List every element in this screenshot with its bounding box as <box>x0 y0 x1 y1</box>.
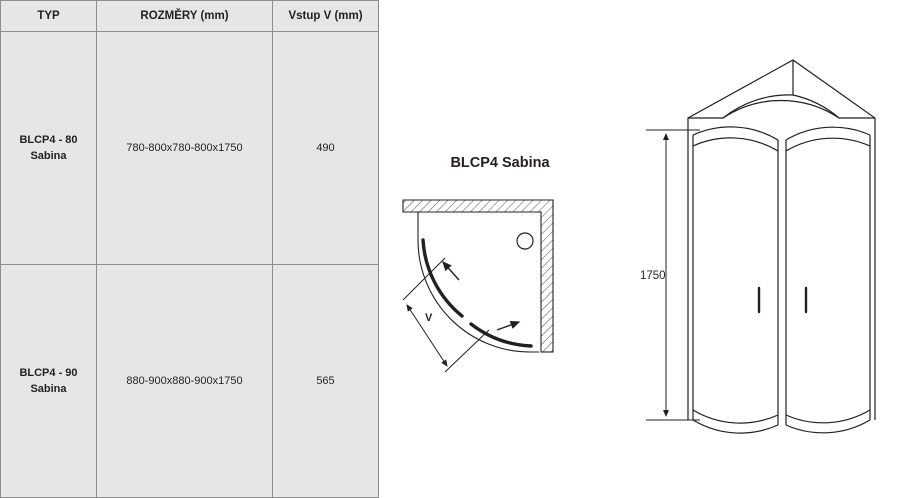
plan-view-title: BLCP4 Sabina <box>450 155 550 171</box>
cell-type <box>1 265 97 498</box>
enclosure-door-panels <box>693 127 870 433</box>
isometric-drawing <box>620 0 900 495</box>
cell-type <box>1 32 97 265</box>
enclosure-vertical-profiles <box>688 135 875 425</box>
type-name-line2: Sabina <box>30 150 67 162</box>
type-name-line1: BLCP4 - 80 <box>19 134 78 146</box>
cell-dimensions: 780-800x780-800x1750 <box>97 32 273 265</box>
fitting-detail-circle <box>517 233 533 249</box>
cell-dimensions: 880-900x880-900x1750 <box>97 265 273 498</box>
specification-table <box>0 0 379 498</box>
table-header <box>1 1 379 32</box>
table-row <box>1 265 379 498</box>
entry-dimension <box>403 258 489 372</box>
sliding-door-arcs <box>423 240 531 346</box>
column-header-dimensions: ROZMĚRY (mm) <box>97 1 273 32</box>
door-movement-arrows <box>443 262 519 330</box>
height-dimension-label: 1750 <box>640 270 666 282</box>
type-name-line1: BLCP4 - 90 <box>19 367 78 379</box>
plan-view-drawing <box>385 0 615 495</box>
table-row <box>1 32 379 265</box>
type-name-line2: Sabina <box>30 383 67 395</box>
enclosure-top-cap <box>688 60 875 135</box>
column-header-entry: Vstup V (mm) <box>273 1 379 32</box>
door-handle <box>759 288 806 312</box>
table-header-row <box>1 1 379 32</box>
shower-tray-outline <box>418 212 553 352</box>
column-header-type: TYP <box>1 1 97 32</box>
table-body <box>1 32 379 498</box>
entry-dimension-label: V <box>425 312 433 324</box>
cell-entry: 565 <box>273 265 379 498</box>
cell-entry: 490 <box>273 32 379 265</box>
